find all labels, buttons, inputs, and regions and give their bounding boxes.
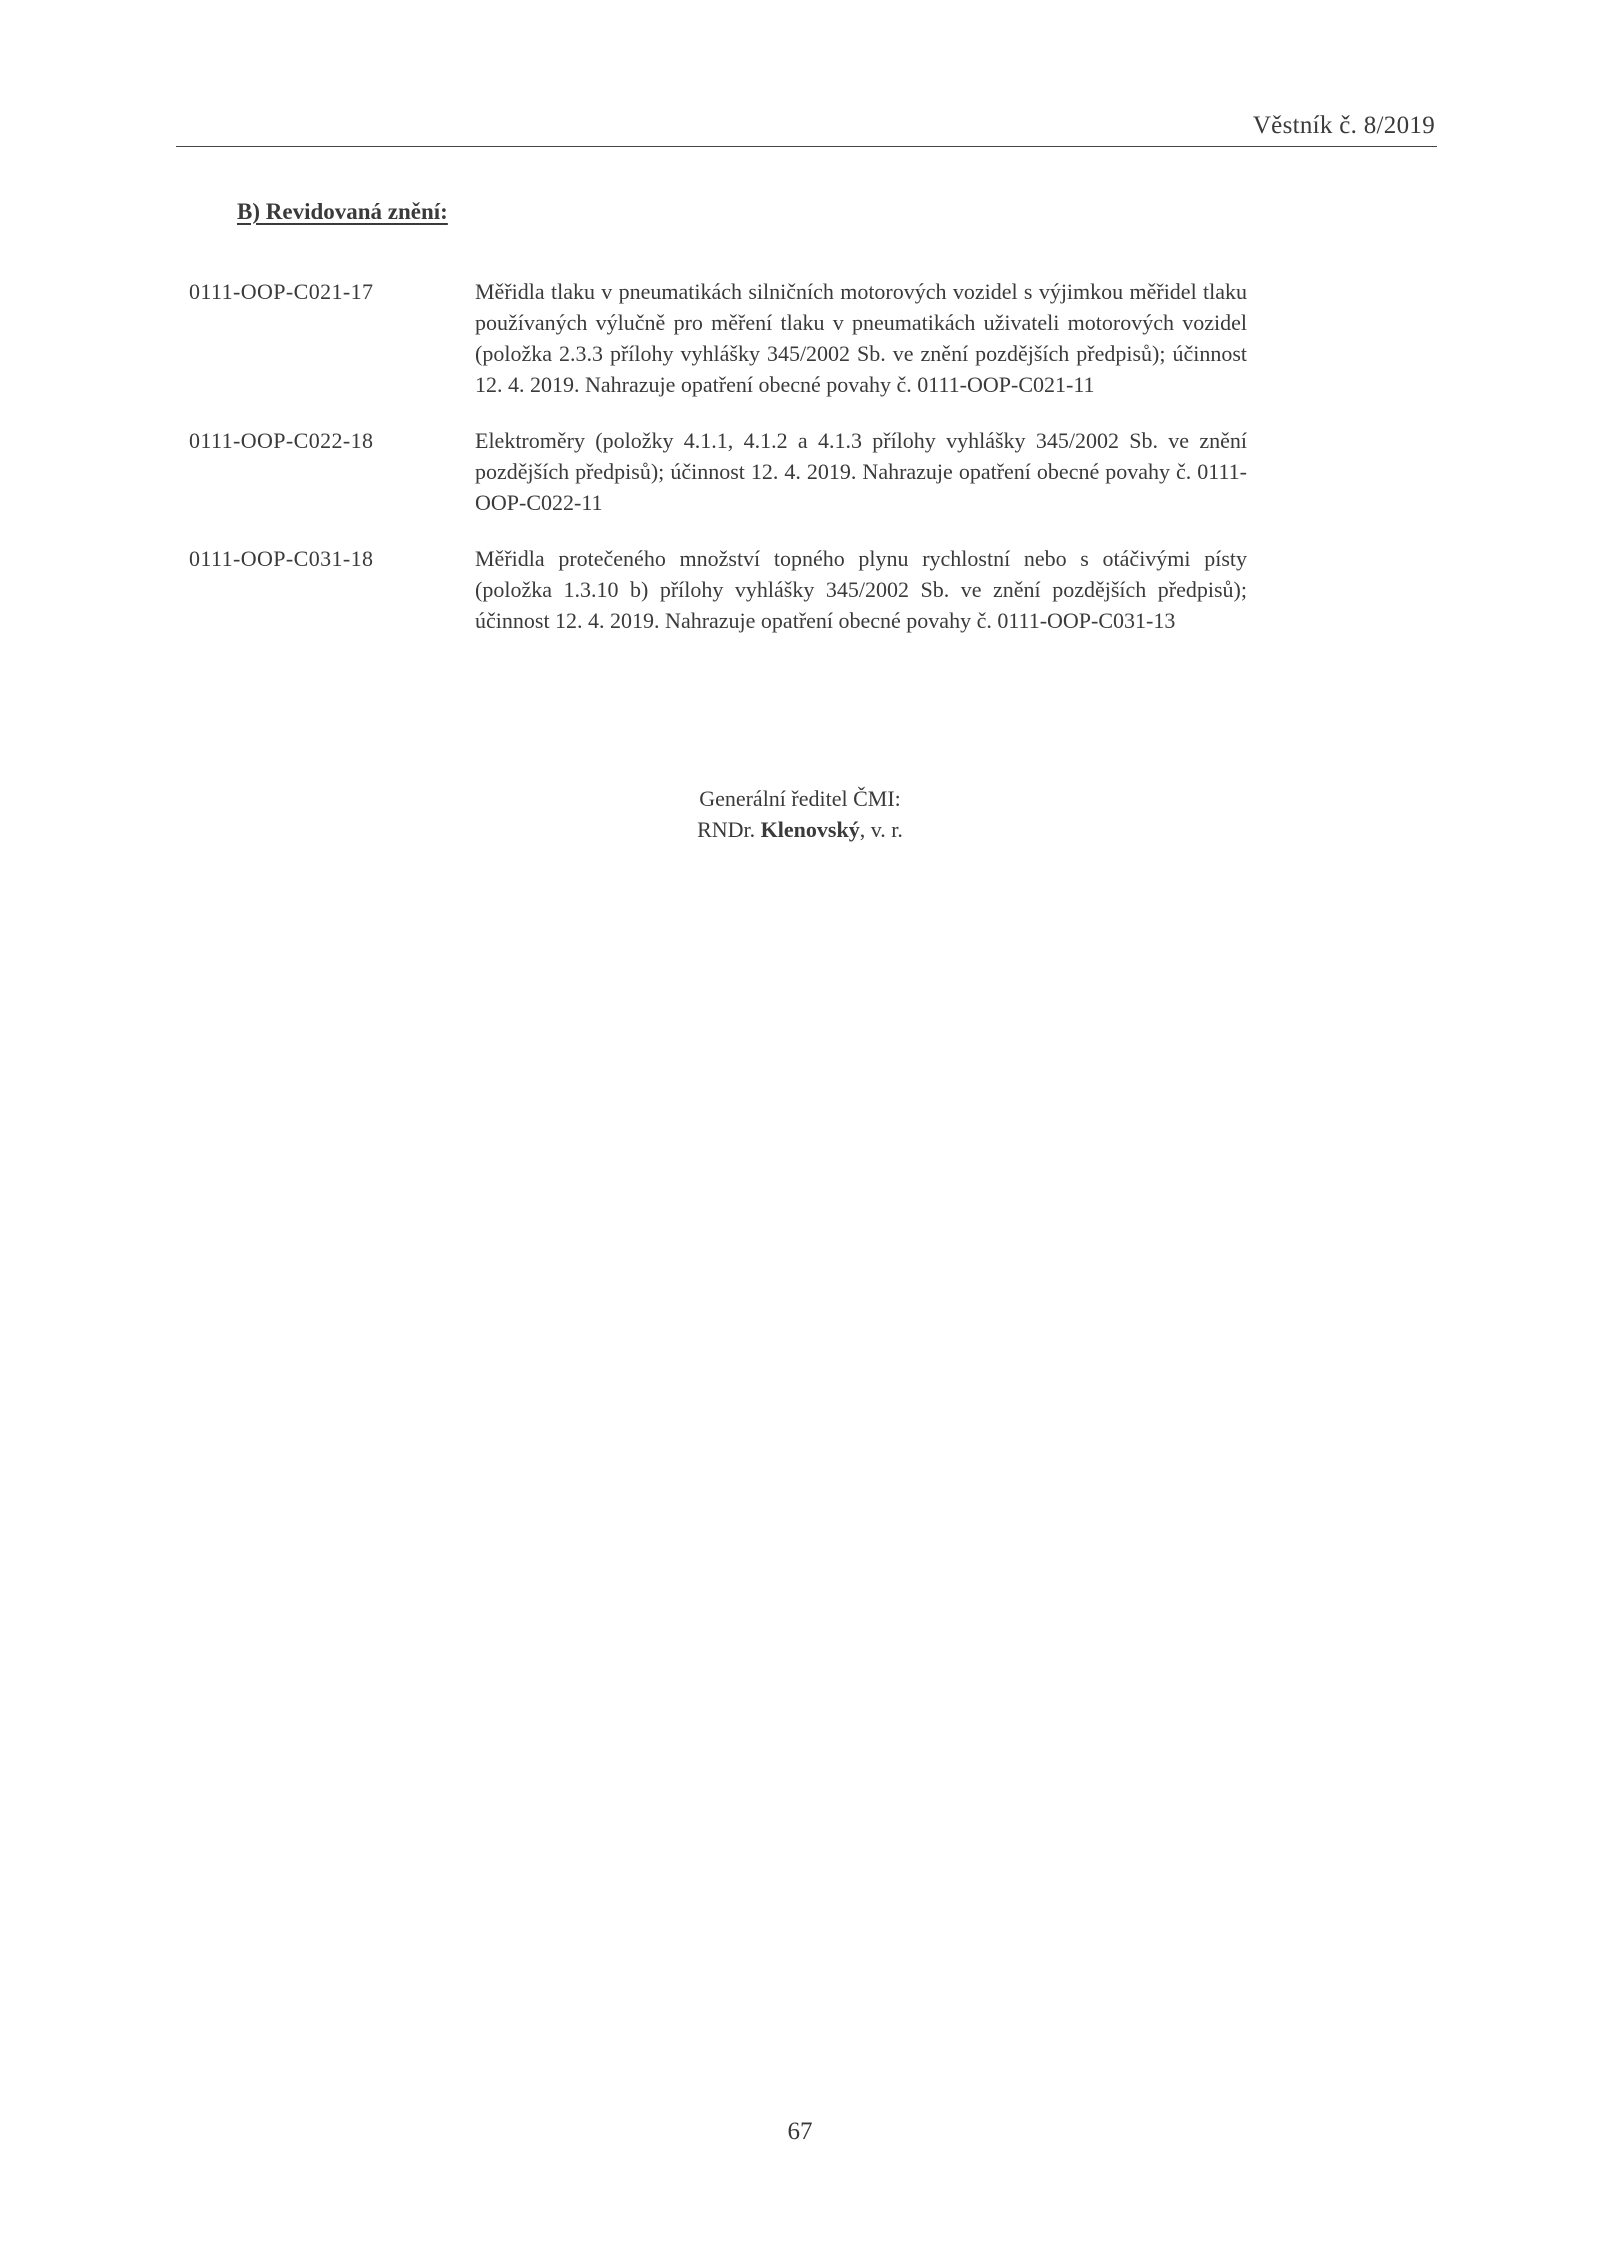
signature-suffix: , v. r. [859,817,903,842]
entry-description: Měřidla protečeného množství topného plynu rychlostní nebo s otáčivými písty (položka 1.3.10 b) přílohy vyhlášky 345/2002 Sb. ve znění pozdějších předpisů); účinnost 12. 4. 2019. Nahrazuje opatření obecné povahy č. 0111-OOP-C031-13 [475,546,1247,633]
entry-description: Elektroměry (položky 4.1.1, 4.1.2 a 4.1.3 přílohy vyhlášky 345/2002 Sb. ve znění pozdějších předpisů); účinnost 12. 4. 2019. Nahrazuje opatření obecné povahy č. 0111-OOP-C022-11 [475,428,1247,515]
entry-code: 0111-OOP-C022-18 [189,428,374,453]
entries-list [189,276,1249,661]
list-item [189,543,1249,636]
signature-block [0,783,1600,845]
list-item [189,425,1249,518]
entry-code: 0111-OOP-C021-17 [189,279,374,304]
entry-code: 0111-OOP-C031-18 [189,546,374,571]
list-item [189,276,1249,400]
entry-description: Měřidla tlaku v pneumatikách silničních motorových vozidel s výjimkou měřidel tlaku používaných výlučně pro měření tlaku v pneumatikách uživateli motorových vozidel (položka 2.3.3 přílohy vyhlášky 345/2002 Sb. ve znění pozdějších předpisů); účinnost 12. 4. 2019. Nahrazuje opatření obecné povahy č. 0111-OOP-C021-11 [475,279,1247,397]
signature-prefix: RNDr. [697,817,756,842]
bulletin-title: Věstník č. 8/2019 [1252,112,1435,139]
page-number: 67 [787,2118,813,2145]
page-header [176,110,1437,147]
signature-line [0,814,1600,845]
signature-name: Klenovský [760,817,860,842]
signature-title: Generální ředitel ČMI: [699,786,901,811]
section-heading: B) Revidovaná znění: [237,199,448,224]
